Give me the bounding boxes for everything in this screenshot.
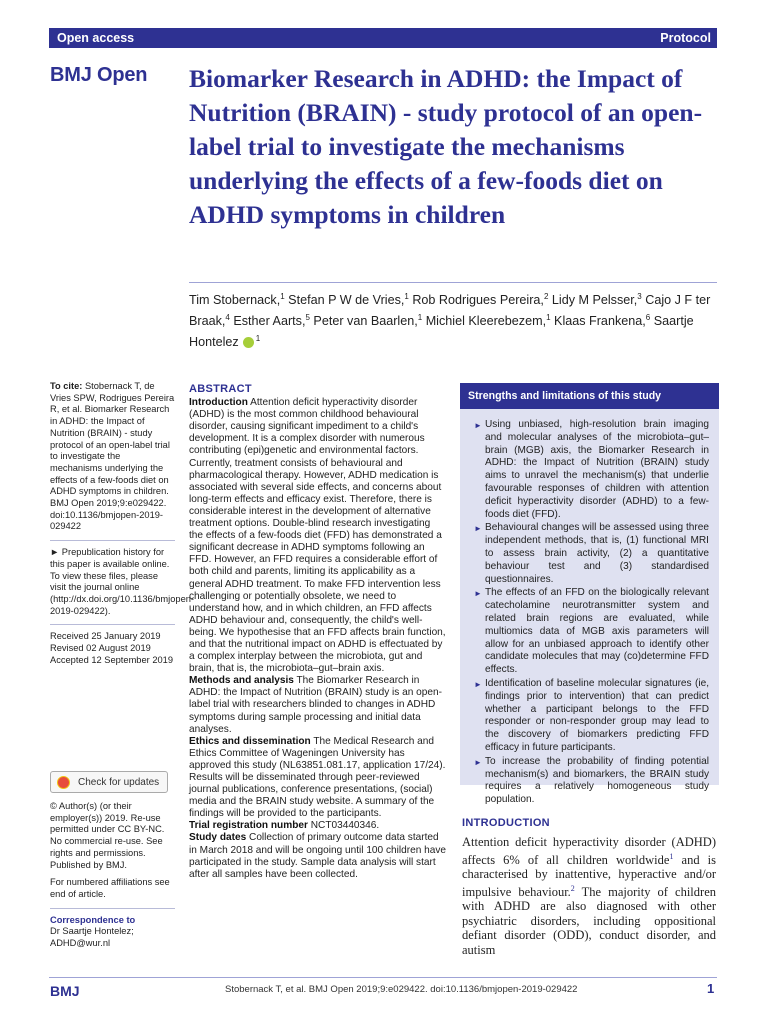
author-list [189,288,717,352]
author-name: Saartje Hontelez [189,314,694,350]
abstract-introduction [189,397,447,675]
abstract [189,383,447,881]
reference-link[interactable]: 2 [570,883,575,893]
affiliation-number: 2 [543,292,549,301]
strengths-list [460,409,719,807]
affiliation-number: 1 [280,292,285,301]
sidebar-divider [50,908,175,909]
author-name: Tim Stobernack, [189,293,281,308]
list-item [475,587,709,677]
bullet-icon: ► [474,589,482,599]
author-name: Michiel Kleerebezem, [425,314,547,329]
affiliation-number: 1 [546,313,551,323]
correspondence-email[interactable]: ADHD@wur.nl [50,938,111,949]
article-title: Biomarker Research in ADHD: the Impact of Nutrition (BRAIN) - study protocol of an open-label trial to investigate the mechanisms underlying the effects of a few-foods diet on ADHD symptoms in children [189,64,703,229]
author-name: Klaas Frankena, [554,314,646,329]
accepted-date: Accepted 12 September 2019 [50,654,174,665]
list-item [475,419,709,521]
author-name: Lidy M Pelsser, [551,293,638,308]
list-item [475,756,709,807]
affiliation-number: 1 [255,334,261,344]
footer-divider [49,977,717,978]
author-name: Stefan P W de Vries, [288,293,405,308]
intro-part: and is characterised by inattentive, hyperactive and/or impulsive behaviour. [462,852,716,899]
author-name: Rob Rodrigues Pereira, [412,293,544,308]
list-item-text: Behavioural changes will be assessed using three independent methods, that is, (1) functional MRI to assess brain activity, (2) a quantitative behaviour test and (3) standardised questionnaires. [485,522,709,585]
header-bar [49,28,717,48]
affiliation-number: 1 [417,313,423,323]
list-item [475,522,709,586]
revised-date: Revised 02 August 2019 [50,643,151,654]
abstract-ethics-text: The Medical Research and Ethics Committee of Wageningen University has approved this study (NL63851.081.17, application 17/24). Results will be disseminated through peer-reviewed journal publications, conference presentations, (social) media and the BRAIN study website. A summary of the findings will be provided to the participants. [189,735,446,820]
intro-part: The majority of children with ADHD are also diagnosed with other psychiatric disorders, including oppositional defiant disorder (ODD), conduct disorder, and autism [462,884,716,957]
bullet-icon: ► [474,524,482,534]
abstract-ethics [189,736,447,821]
correspondence-label: Correspondence to [50,914,136,925]
author-name: Cajo J F ter Braak, [189,293,711,329]
page-number: 1 [707,981,715,996]
abstract-intro-text: Attention deficit hyperactivity disorder (ADHD) is the most common childhood behavioural disorder, causing significant impediment to a child's development. It is a complex disorder with numerous contributing (epi)genetic and environmental factors. Currently, treatment consists of behavioural and pharmacological therapy. However, ADHD medication is associated with several side effects, and concerns about long-term effects and efficacy exist. Therefore, there is considerable interest in the development of alternative treatment options. Double-blind research investigating the effects of a few-foods diet (FFD) has demonstrated a significant decrease in ADHD symptoms following an FFD. However, an FFD requires a considerable effort of both child and parents, limiting its applicability as a general ADHD treatment. To make FFD intervention less challenging or potentially obsolete, we need to understand how, and in which children, an FFD affects ADHD behaviour and, consequently, the child's well-being. We hypothesise that an FFD affects brain function, and that the nutritional impact on ADHD is effectuated by a complex interplay between the microbiota, gut and brain, that is, the microbiota–gut–brain axis. [189,397,446,675]
journal-logo: BMJ Open [50,64,148,86]
open-access-label: Open access [57,31,135,45]
cite-label: To cite: [50,381,83,391]
abstract-intro-label: Introduction [189,397,248,409]
sidebar-divider [50,540,175,541]
article-type-label: Protocol [660,31,711,45]
cite-text: Stobernack T, de Vries SPW, Rodrigues Pereira R, et al. Biomarker Research in ADHD: the Impact of Nutrition (BRAIN) - study protocol of an open-label trial to investigate the mechanisms underlying the effects of a few-foods diet on ADHD symptoms in children. BMJ Open 2019;9:e029422. doi:10.1136/bmjopen-2019-029422 [50,381,175,532]
authors-divider [189,282,717,283]
affiliation-number: 4 [225,313,230,323]
author-name: Esther Aarts, [233,314,306,329]
sidebar-lower [50,801,175,950]
list-item-text: To increase the probability of finding potential mechanism(s) and biomarkers, the BRAIN study requires a relatively homogeneous study population. [485,755,709,806]
list-item [475,678,709,755]
bullet-icon: ► [474,757,482,767]
check-updates-icon [57,776,70,789]
abstract-ethics-label: Ethics and dissemination [189,735,311,747]
affiliation-number: 3 [637,292,642,301]
list-item-text: The effects of an FFD on the biologically relevant catecholamine neurotransmitter system and related brain regions are evaluated, while multiomics data of MGB axis parameters will allow for an unbiased approach to identify other candidate molecules that may (co)determine FFD effects. [485,587,709,676]
introduction-heading: INTRODUCTION [462,817,550,829]
check-updates-label: Check for updates [78,777,160,788]
sidebar [50,381,195,666]
check-for-updates-button[interactable] [50,771,168,793]
reference-link[interactable]: 1 [669,851,674,861]
abstract-dates [189,832,447,880]
list-item-text: Identification of baseline molecular signatures (ie, findings prior to intervention) that can predict whether a participant belongs to the FFD responder or non-responder group may lead to the discovery of biomarkers predicting FFD efficacy in future participants. [485,677,709,753]
affiliation-number: 1 [404,292,409,301]
abstract-dates-label: Study dates [189,832,247,844]
copyright-note: © Author(s) (or their employer(s)) 2019. Re-use permitted under CC BY-NC. No commercial re-use. See rights and permissions. Published by BMJ. [50,801,165,870]
sidebar-divider [50,624,175,625]
author-name: Peter van Baarlen, [313,314,418,329]
strengths-box [460,383,719,806]
bullet-icon: ► [474,421,482,430]
footer-logo: BMJ [50,983,80,999]
footer-citation: Stobernack T, et al. BMJ Open 2019;9:e029422. doi:10.1136/bmjopen-2019-029422 [225,984,578,995]
affiliation-number: 6 [645,313,651,323]
affiliation-number: 5 [305,313,310,323]
abstract-heading: ABSTRACT [189,383,252,395]
abstract-methods [189,675,447,735]
received-date: Received 25 January 2019 [50,631,161,642]
bullet-icon: ► [474,679,482,689]
abstract-trial-text: NCT03440346. [310,820,380,832]
abstract-methods-label: Methods and analysis [189,675,294,687]
correspondence-name: Dr Saartje Hontelez; [50,926,134,937]
intro-part: Attention deficit hyperactivity disorder (ADHD) affects 6% of all children worldwide [462,835,716,867]
orcid-icon[interactable] [243,337,254,348]
abstract-methods-text: The Biomarker Research in ADHD: the Impact of Nutrition (BRAIN) study is an open-label trial with researchers blinded to changes in ADHD symptoms during sample processing and initial data analyses. [189,675,442,735]
list-item-text: Using unbiased, high-resolution brain imaging and molecular analyses of the microbiota–gut–brain (MGB) axis, the Biomarker Research in ADHD: the Impact of Nutrition (BRAIN) study aims to unravel the mechanism(s) that underlie favourable responses of children with attention deficit hyperactivity disorder (ADHD) to a few-foods diet (FFD). [485,419,709,520]
abstract-trial-label: Trial registration number [189,820,308,832]
strengths-heading: Strengths and limitations of this study [460,383,719,409]
abstract-trial [189,820,447,832]
affiliations-note: For numbered affiliations see end of article. [50,877,170,899]
introduction-text [462,835,716,957]
prepub-note: ► Prepublication history for this paper is available online. To view these files, please visit the journal online (http://dx.doi.org/10.1136/bmjopen-2019-029422). [50,547,195,616]
abstract-dates-text: Collection of primary outcome data started in March 2018 and will be ongoing until 100 children have participated in the study. Sample data analysis will start after all samples have been collected. [189,832,447,880]
citation-block [50,381,175,533]
